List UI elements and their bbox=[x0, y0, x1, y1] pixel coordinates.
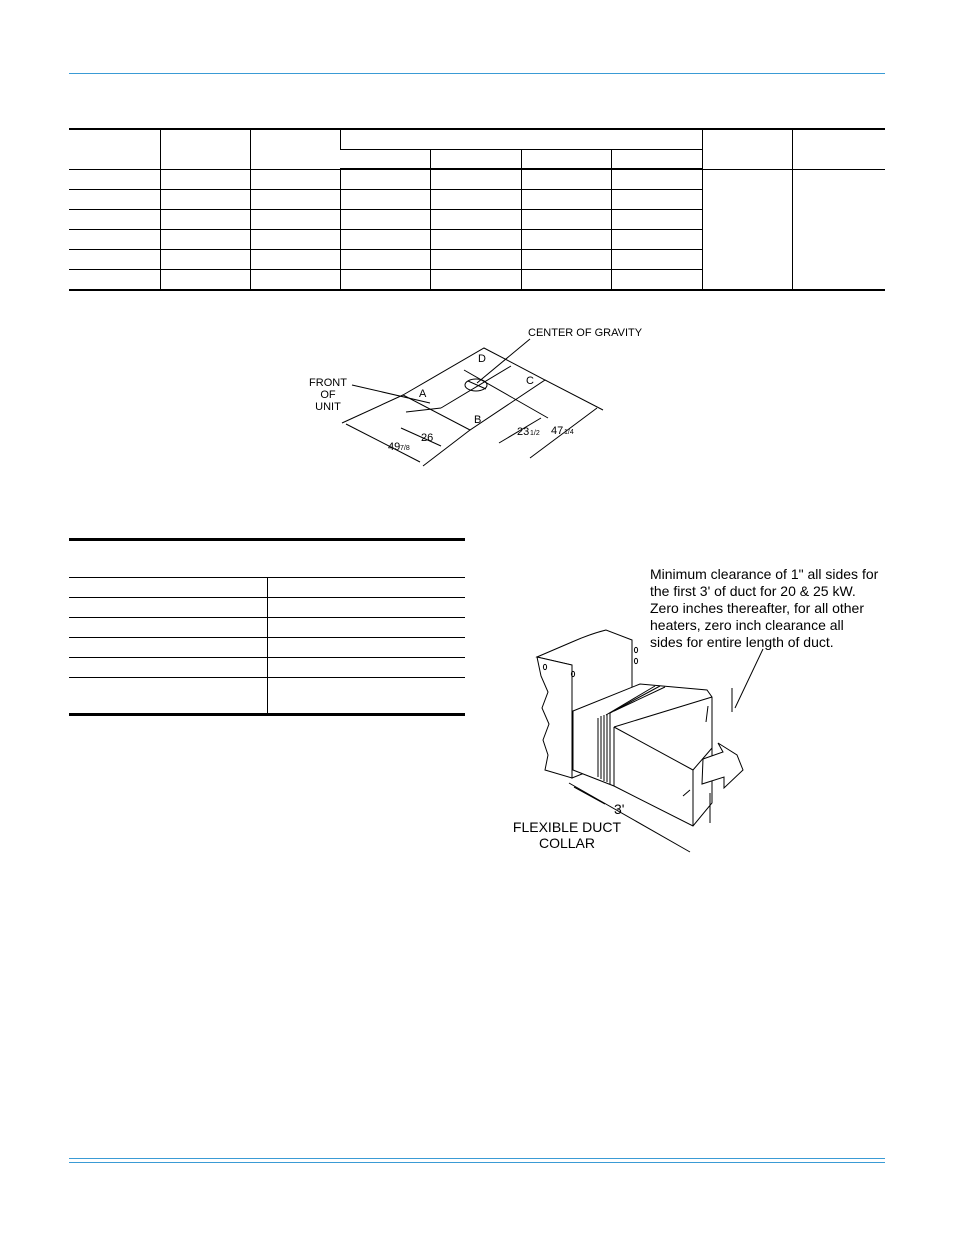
corner-d-label: D bbox=[478, 353, 486, 365]
corner-b-label: B bbox=[474, 414, 482, 426]
dimension-26: 26 bbox=[421, 432, 434, 444]
duct-length-label: 3' bbox=[614, 801, 625, 817]
dimension-49-whole: 49 bbox=[388, 441, 401, 453]
corner-c-label: C bbox=[526, 375, 534, 387]
center-of-gravity-label: CENTER OF GRAVITY bbox=[528, 327, 643, 339]
clearance-note: Minimum clearance of 1" all sides for the first 3' of duct for 20 & 25 kW. Zero inches thereafter, for all other heaters, zero inch clearance all sides for entire length of duct. bbox=[650, 566, 879, 650]
front-of-unit-label-2: OF bbox=[320, 389, 336, 401]
flexible-duct-collar-label bbox=[505, 819, 629, 851]
front-of-unit-label-1: FRONT bbox=[309, 377, 347, 389]
collar-label-line-2: COLLAR bbox=[538, 835, 596, 851]
dimension-47-whole: 47 bbox=[551, 425, 564, 437]
corner-a-label: A bbox=[419, 388, 427, 400]
dimension-23-whole: 23 bbox=[517, 426, 530, 438]
dimension-49-fraction: 7/8 bbox=[400, 445, 410, 452]
front-of-unit-label-3: UNIT bbox=[315, 401, 341, 413]
footer-rule-top bbox=[69, 1158, 885, 1159]
dimension-47-fraction: 1/4 bbox=[564, 429, 574, 436]
footer-rule-bottom bbox=[69, 1162, 885, 1163]
dimension-23-fraction: 1/2 bbox=[530, 430, 540, 437]
collar-label-line-1: FLEXIBLE DUCT bbox=[512, 819, 622, 835]
